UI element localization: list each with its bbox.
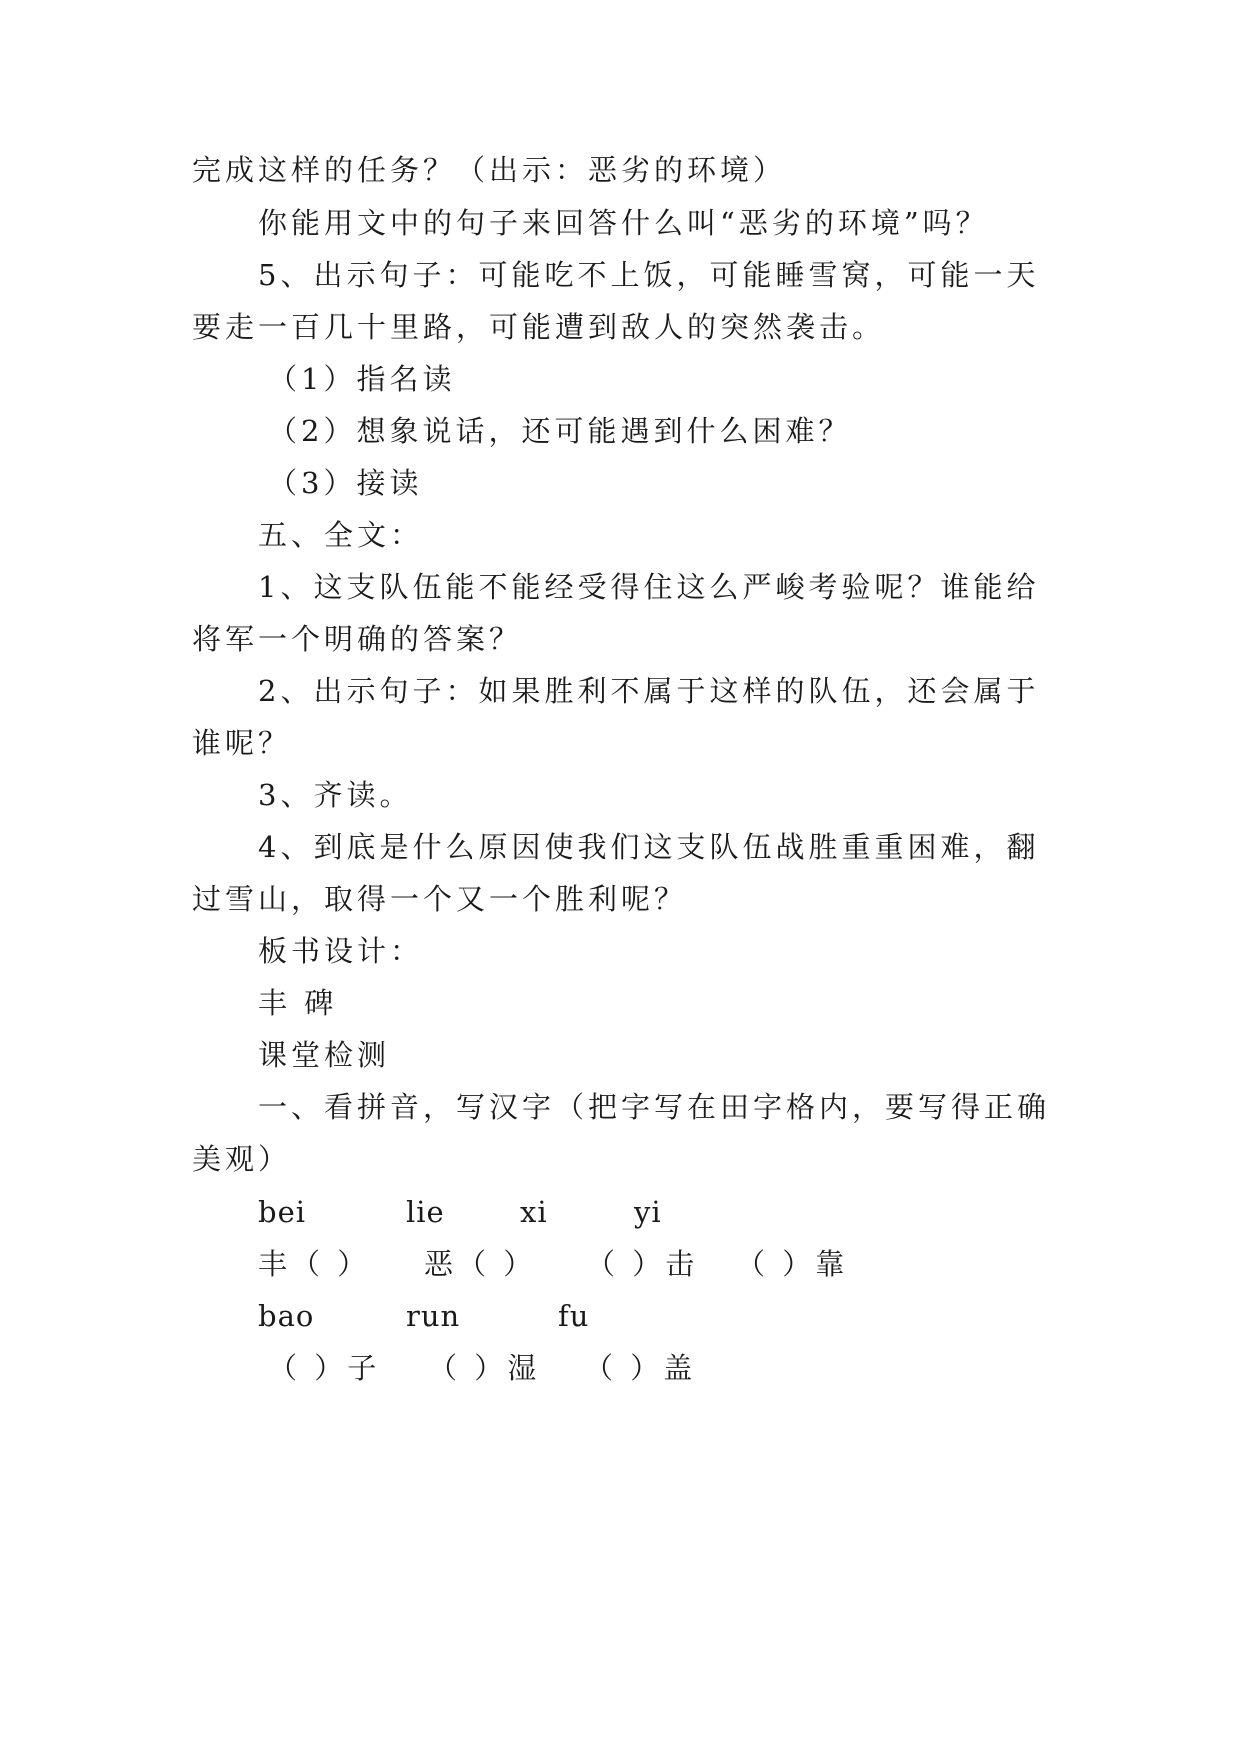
- section-heading: 板书设计：: [258, 934, 424, 968]
- section-heading: 课堂检测: [258, 1038, 391, 1072]
- text-line: 一、看拼音，写汉字（把字写在田字格内，要写得正确: [258, 1090, 1051, 1124]
- fill-in-item: 丰（ ）: [258, 1247, 371, 1281]
- text-line: （2）想象说话，还可能遇到什么困难？: [268, 414, 852, 448]
- pinyin-item: fu: [558, 1299, 590, 1333]
- text-line: 3、齐读。: [258, 778, 413, 812]
- text-line: （3）接读: [268, 466, 423, 500]
- fill-in-item: （ ）击: [586, 1247, 699, 1281]
- pinyin-item: run: [406, 1299, 461, 1333]
- pinyin-row: [258, 1296, 1118, 1336]
- text-line: 过雪山，取得一个又一个胜利呢？: [192, 882, 688, 916]
- fill-in-item: （ ）子: [268, 1351, 381, 1385]
- text-line: 谁呢？: [192, 726, 292, 760]
- fill-in-item: （ ）靠: [736, 1247, 849, 1281]
- section-heading: 五、全文：: [258, 518, 424, 552]
- text-line: 4、到底是什么原因使我们这支队伍战胜重重困难，翻: [258, 830, 1040, 864]
- fill-in-item: （ ）湿: [428, 1351, 541, 1385]
- pinyin-item: bao: [258, 1299, 315, 1333]
- pinyin-item: xi: [520, 1195, 548, 1229]
- fill-in-row: [268, 1348, 1128, 1388]
- text-line: 美观）: [192, 1142, 292, 1176]
- text-line: 将军一个明确的答案？: [192, 622, 523, 656]
- text-line: 1、这支队伍能不能经受得住这么严峻考验呢？谁能给: [258, 570, 1040, 604]
- text-line: 5、出示句子：可能吃不上饭，可能睡雪窝，可能一天: [258, 258, 1040, 292]
- text-line: （1）指名读: [268, 362, 456, 396]
- pinyin-row: [258, 1192, 1118, 1232]
- text-line: 2、出示句子：如果胜利不属于这样的队伍，还会属于: [258, 674, 1040, 708]
- fill-in-row: [258, 1244, 1118, 1284]
- fill-in-item: （ ）盖: [584, 1351, 697, 1385]
- pinyin-item: lie: [406, 1195, 445, 1229]
- pinyin-item: yi: [634, 1195, 662, 1229]
- pinyin-item: bei: [258, 1195, 307, 1229]
- text-line: 要走一百几十里路，可能遭到敌人的突然袭击。: [192, 310, 886, 344]
- text-line: 你能用文中的句子来回答什么叫“恶劣的环境”吗？: [258, 206, 989, 240]
- fill-in-item: 恶（ ）: [424, 1247, 537, 1281]
- text-line: 完成这样的任务？（出示：恶劣的环境）: [192, 153, 787, 187]
- text-line: 丰 碑: [258, 986, 338, 1020]
